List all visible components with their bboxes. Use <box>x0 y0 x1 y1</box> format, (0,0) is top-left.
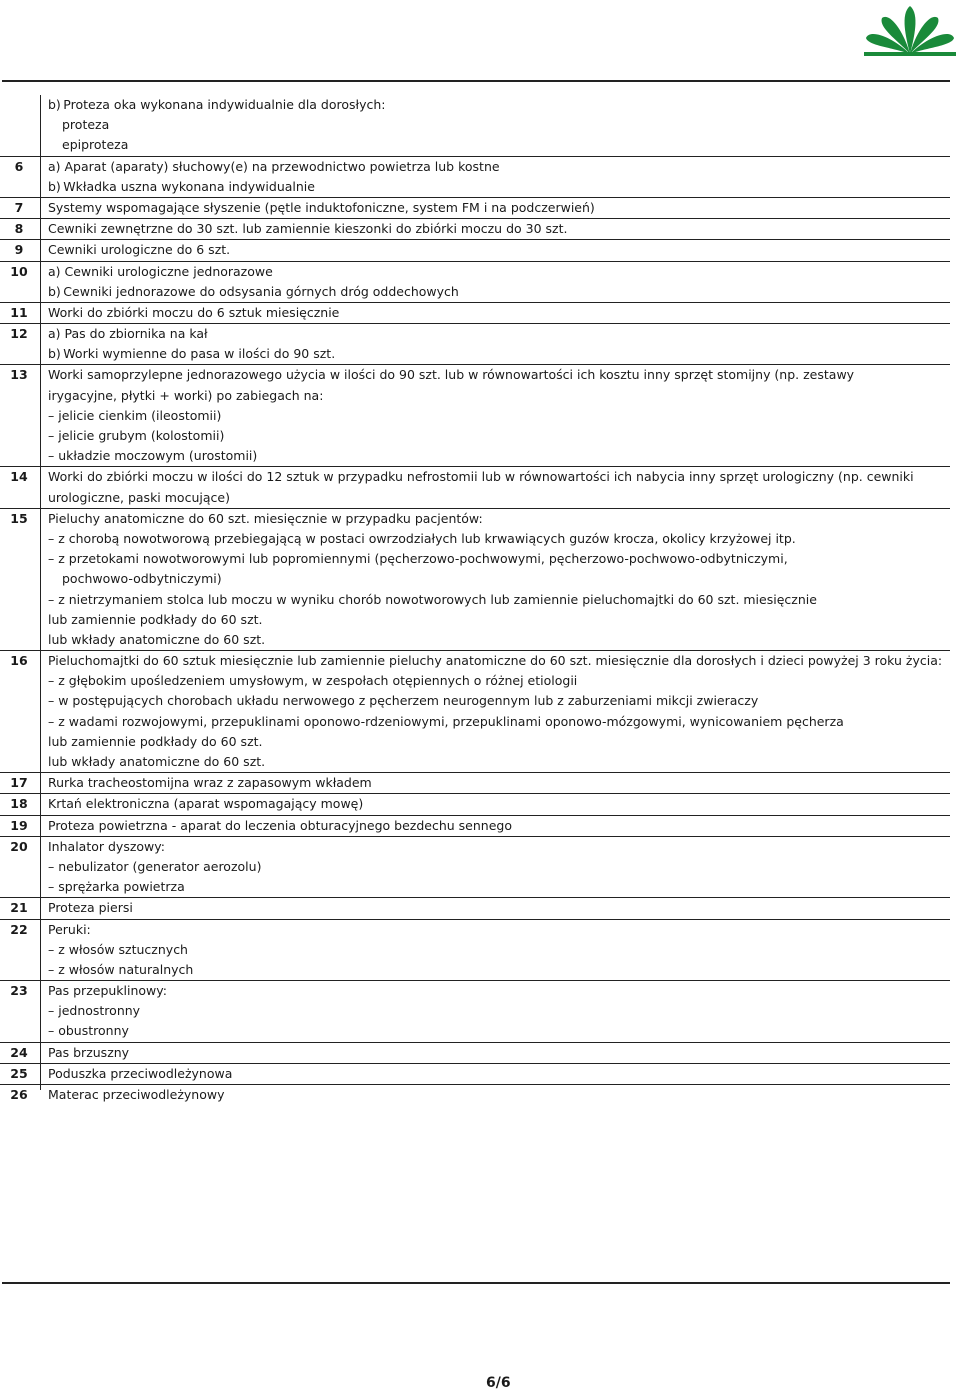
item-text: Pas brzuszny <box>48 1044 130 1060</box>
table-row <box>0 651 950 671</box>
item-number: 7 <box>14 199 24 215</box>
item-text: – obustronny <box>48 1023 129 1039</box>
item-text: a) Cewniki urologiczne jednorazowe <box>48 263 273 279</box>
table-row <box>0 1085 950 1105</box>
green-fan-logo <box>864 2 956 58</box>
item-text: Pieluchomajtki do 60 sztuk miesięcznie lub zamiennie pieluchy anatomiczne do 60 szt. miesięcznie dla dorosłych i dzieci powyżej 3 roku życia: <box>48 653 943 669</box>
item-text: Poduszka przeciwodleżynowa <box>48 1065 233 1081</box>
item-text: – z włosów naturalnych <box>48 961 194 977</box>
item-number: 22 <box>10 921 28 937</box>
table-row <box>0 732 950 752</box>
item-text: epiproteza <box>62 137 129 153</box>
item-text: – z głębokim upośledzeniem umysłowym, w zespołach otępiennych o różnej etiologii <box>48 673 578 689</box>
item-number: 14 <box>10 469 28 485</box>
item-number: 19 <box>10 817 28 833</box>
table-row <box>0 1021 950 1042</box>
table-row <box>0 365 950 385</box>
item-text: urologiczne, paski mocujące) <box>48 489 230 505</box>
item-text: lub wkłady anatomiczne do 60 szt. <box>48 631 266 647</box>
item-text: b) Worki wymienne do pasa w ilości do 90 szt. <box>48 346 336 362</box>
item-text: – z włosów sztucznych <box>48 941 188 957</box>
item-number: 11 <box>10 304 28 320</box>
item-text: Cewniki zewnętrzne do 30 szt. lub zamiennie kieszonki do zbiórki moczu do 30 szt. <box>48 221 568 237</box>
item-text: a) Pas do zbiornika na kał <box>48 326 208 342</box>
item-number: 12 <box>10 326 28 342</box>
table-row <box>0 920 950 940</box>
item-text: pochwowo-odbytniczymi) <box>62 571 222 587</box>
table-row <box>0 752 950 773</box>
item-text: – z wadami rozwojowymi, przepuklinami oponowo-rdzeniowymi, przepuklinami oponowo-mózgowymi, wynicowaniem pęcherza <box>48 713 844 729</box>
table-row <box>0 135 950 156</box>
table-row <box>0 488 950 509</box>
item-text: Pieluchy anatomiczne do 60 szt. miesięcznie w przypadku pacjentów: <box>48 510 483 526</box>
item-number: 9 <box>14 242 24 258</box>
table-row <box>0 157 950 177</box>
table-row <box>0 95 950 115</box>
item-text: – z przetokami nowotworowymi lub popromiennymi (pęcherzowo-pochwowymi, pęcherzowo-pochwowo-odbytniczymi, <box>48 551 788 567</box>
table-row <box>0 219 950 240</box>
table-row <box>0 940 950 960</box>
item-text: Materac przeciwodleżynowy <box>48 1087 225 1102</box>
item-text: irygacyjne, płytki + worki) po zabiegach na: <box>48 387 324 403</box>
item-number: 8 <box>14 221 24 237</box>
table-row <box>0 303 950 324</box>
item-text: Peruki: <box>48 921 91 937</box>
table-row <box>0 344 950 365</box>
table-row <box>0 1064 950 1085</box>
table-row <box>0 569 950 589</box>
table-row <box>0 837 950 857</box>
item-text: – jelicie grubym (kolostomii) <box>48 428 225 443</box>
item-text: Proteza powietrzna - aparat do leczenia obturacyjnego bezdechu sennego <box>48 817 512 833</box>
item-text: – jednostronny <box>48 1003 141 1019</box>
item-text: Inhalator dyszowy: <box>48 838 165 854</box>
table-row <box>0 406 950 426</box>
table-row <box>0 446 950 467</box>
table-row <box>0 773 950 794</box>
table-row <box>0 1001 950 1021</box>
item-number: 6 <box>14 158 24 174</box>
table-row <box>0 960 950 981</box>
item-number: 10 <box>10 263 28 279</box>
table-row <box>0 426 950 446</box>
item-text: a) Aparat (aparaty) słuchowy(e) na przewodnictwo powietrza lub kostne <box>48 158 500 174</box>
table-row <box>0 467 950 487</box>
table-row <box>0 610 950 630</box>
item-text: Worki samoprzylepne jednorazowego użycia w ilości do 90 szt. lub w równowartości ich kosztu inny sprzęt stomijny (np. zestawy <box>48 367 855 383</box>
item-text: b) Proteza oka wykonana indywidualnie dla dorosłych: <box>48 97 386 112</box>
table-row <box>0 549 950 569</box>
item-number: 17 <box>10 775 28 791</box>
table-row <box>0 177 950 198</box>
table-row <box>0 981 950 1001</box>
table-row <box>0 1043 950 1064</box>
table-row <box>0 386 950 406</box>
table-row <box>0 115 950 135</box>
table-row <box>0 671 950 691</box>
item-text: proteza <box>62 117 110 133</box>
item-text: lub zamiennie podkłady do 60 szt. <box>48 733 263 749</box>
item-text: b) Cewniki jednorazowe do odsysania górnych dróg oddechowych <box>48 283 459 299</box>
footer-rule <box>2 1282 950 1284</box>
item-number: 15 <box>10 510 28 526</box>
item-number: 21 <box>10 900 28 916</box>
table-row <box>0 262 950 282</box>
item-text: Proteza piersi <box>48 900 133 916</box>
table-row <box>0 816 950 837</box>
item-text: Worki do zbiórki moczu w ilości do 12 sztuk w przypadku nefrostomii lub w równowartości ich nabycia inny sprzęt urologiczny (np. cewniki <box>48 469 914 485</box>
item-number: 13 <box>10 367 28 383</box>
table-row <box>0 877 950 898</box>
item-text: – jelicie cienkim (ileostomii) <box>48 407 222 423</box>
header-rule <box>2 80 950 82</box>
table-row <box>0 509 950 529</box>
item-text: Cewniki urologiczne do 6 szt. <box>48 242 231 258</box>
table-row <box>0 198 950 219</box>
table-row <box>0 590 950 610</box>
item-number: 24 <box>10 1044 28 1060</box>
item-text: Systemy wspomagające słyszenie (pętle induktofoniczne, system FM i na podczerwień) <box>48 199 595 215</box>
page-number: 6/6 <box>486 1375 511 1391</box>
item-number: 25 <box>10 1065 28 1081</box>
table-row <box>0 712 950 732</box>
item-number: 18 <box>10 796 28 812</box>
item-number: 16 <box>10 653 28 669</box>
item-number: 20 <box>10 838 28 854</box>
table-row <box>0 898 950 919</box>
item-text: – układzie moczowym (urostomii) <box>48 448 258 464</box>
item-text: – nebulizator (generator aerozolu) <box>48 858 262 874</box>
item-text: – z chorobą nowotworową przebiegającą w postaci owrzodziałych lub krwawiących guzów krocza, okolicy krzyżowej itp. <box>48 530 796 546</box>
item-number: 26 <box>10 1087 28 1102</box>
item-text: – sprężarka powietrza <box>48 879 185 895</box>
table-row <box>0 630 950 651</box>
item-text: Krtań elektroniczna (aparat wspomagający mowę) <box>48 796 364 812</box>
item-text: – w postępujących chorobach układu nerwowego z pęcherzem neurogennym lub z zaburzeniami mikcji zwieraczy <box>48 693 759 709</box>
item-text: b) Wkładka uszna wykonana indywidualnie <box>48 178 315 194</box>
item-text: Worki do zbiórki moczu do 6 sztuk miesięcznie <box>48 304 340 320</box>
table-row <box>0 282 950 303</box>
item-text: lub zamiennie podkłady do 60 szt. <box>48 611 263 627</box>
table-row <box>0 794 950 815</box>
item-number: 23 <box>10 983 28 999</box>
item-text: lub wkłady anatomiczne do 60 szt. <box>48 754 266 769</box>
item-text: – z nietrzymaniem stolca lub moczu w wyniku chorób nowotworowych lub zamiennie pieluchomajtki do 60 szt. miesięcznie <box>48 591 817 607</box>
table-row <box>0 691 950 711</box>
item-text: Rurka tracheostomijna wraz z zapasowym wkładem <box>48 775 372 791</box>
table-row <box>0 529 950 549</box>
table-row <box>0 324 950 344</box>
table-row <box>0 240 950 261</box>
item-text: Pas przepuklinowy: <box>48 983 167 999</box>
items-table <box>0 95 950 1105</box>
table-row <box>0 857 950 877</box>
